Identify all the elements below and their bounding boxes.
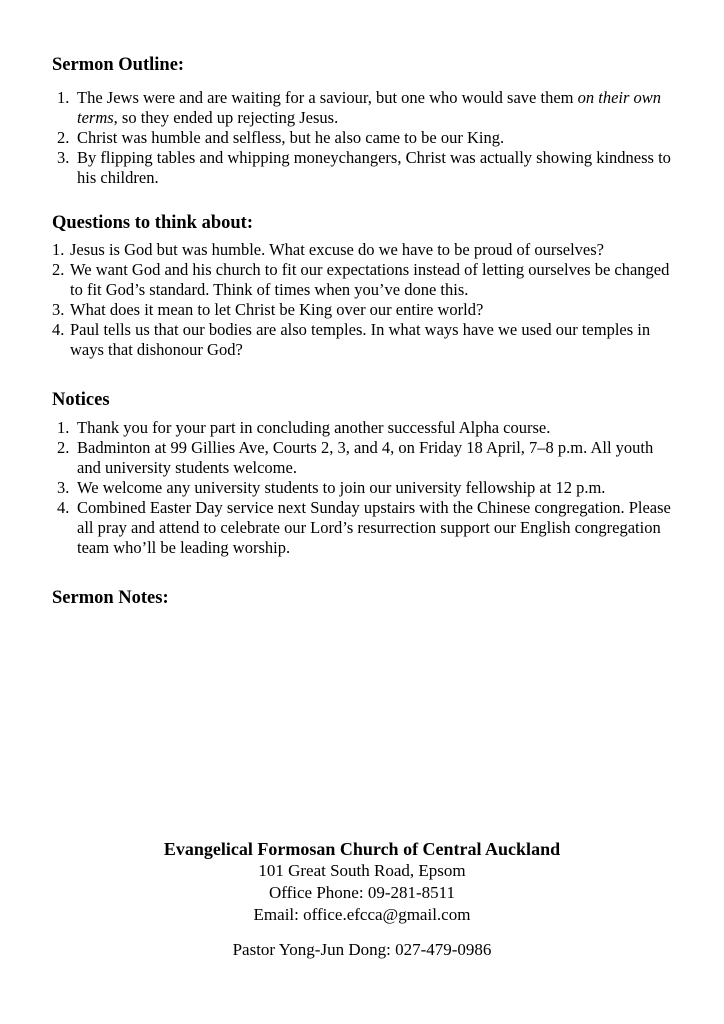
list-item-text: Thank you for your part in concluding another successful Alpha course. — [77, 418, 551, 437]
church-name: Evangelical Formosan Church of Central Auckland — [163, 839, 561, 859]
section-sermon-outline — [52, 55, 672, 188]
list-item-text: Christ was humble and selfless, but he also came to be our King. — [77, 128, 505, 147]
pastor-contact: Pastor Yong-Jun Dong: 027-479-0986 — [232, 940, 492, 959]
list-item — [52, 128, 672, 148]
list-item-number: 3. — [57, 148, 70, 167]
list-item — [52, 148, 672, 188]
list-item-number: 2. — [52, 260, 65, 279]
list-item-text: By flipping tables and whipping moneychangers, Christ was actually showing kindness to his children. — [77, 148, 671, 187]
sermon-outline-heading: Sermon Outline: — [52, 55, 185, 75]
list-item-number: 3. — [57, 478, 70, 497]
list-item-number: 2. — [57, 128, 70, 147]
list-item-number: 2. — [57, 438, 70, 457]
notices-list — [52, 418, 672, 558]
list-item — [52, 498, 672, 558]
list-item-number: 4. — [52, 320, 65, 339]
list-item — [52, 88, 672, 128]
section-notices — [52, 390, 672, 558]
office-email: Email: office.efcca@gmail.com — [253, 905, 471, 924]
list-item-text: We want God and his church to fit our expectations instead of letting ourselves be changed to fit God’s standard. Think of times when you’ve done this. — [70, 260, 670, 299]
list-item-number: 3. — [52, 300, 65, 319]
list-item-text: We welcome any university students to join our university fellowship at 12 p.m. — [77, 478, 606, 497]
list-item — [52, 260, 672, 300]
notices-heading: Notices — [52, 390, 110, 410]
list-item-number: 1. — [57, 88, 70, 107]
church-address: 101 Great South Road, Epsom — [258, 861, 466, 880]
footer-contact-block — [52, 838, 672, 961]
questions-list — [52, 240, 672, 360]
list-item-text: What does it mean to let Christ be King over our entire world? — [70, 300, 484, 319]
list-item-text: Jesus is God but was humble. What excuse do we have to be proud of ourselves? — [70, 240, 604, 259]
list-item — [52, 240, 672, 260]
list-item-text: Combined Easter Day service next Sunday upstairs with the Chinese congregation. Please all pray and attend to celebrate our Lord’s resurrection support our English congregation team who’ll be leading worship. — [77, 498, 671, 557]
sermon-notes-heading: Sermon Notes: — [52, 588, 169, 608]
list-item-number: 1. — [52, 240, 65, 259]
list-item — [52, 320, 672, 360]
list-item-number: 1. — [57, 418, 70, 437]
questions-heading: Questions to think about: — [52, 213, 253, 233]
list-item-number: 4. — [57, 498, 70, 517]
list-item-text: The Jews were and are waiting for a saviour, but one who would save them on their own terms, so they ended up rejecting Jesus. — [77, 88, 662, 127]
section-questions — [52, 213, 672, 360]
section-sermon-notes — [52, 588, 672, 608]
list-item-text: Badminton at 99 Gillies Ave, Courts 2, 3, and 4, on Friday 18 April, 7–8 p.m. All youth and university students welcome. — [77, 438, 654, 477]
office-phone: Office Phone: 09-281-8511 — [268, 883, 456, 902]
list-item — [52, 418, 672, 438]
sermon-outline-list — [52, 88, 672, 188]
list-item-text: Paul tells us that our bodies are also temples. In what ways have we used our temples in ways that dishonour God? — [70, 320, 651, 359]
list-item — [52, 478, 672, 498]
list-item — [52, 300, 672, 320]
list-item — [52, 438, 672, 478]
